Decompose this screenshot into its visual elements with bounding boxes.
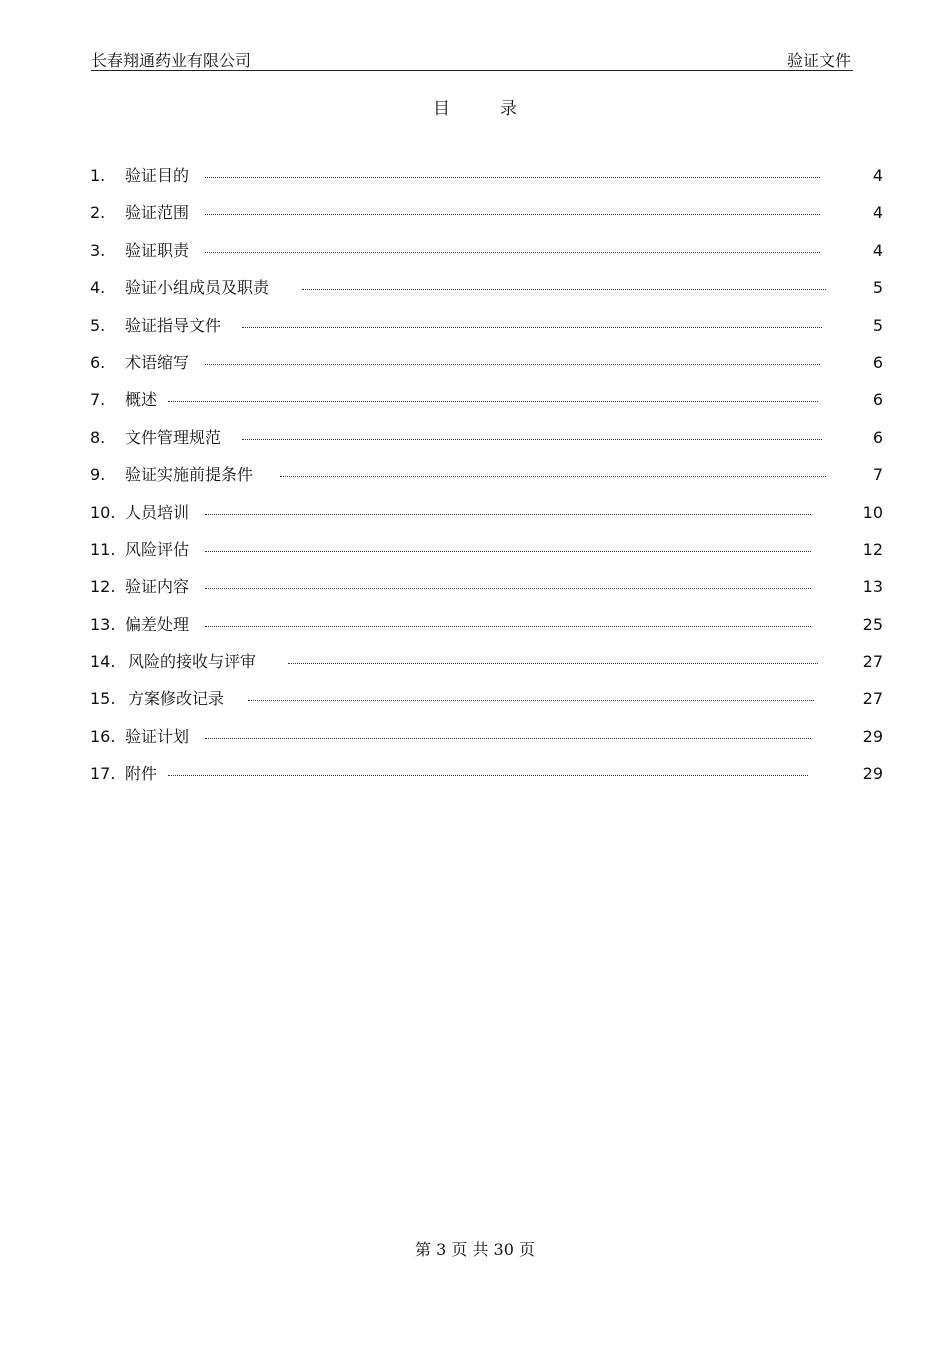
toc-entry-page: 13 — [862, 577, 883, 597]
toc-entry-number: 4. — [90, 278, 106, 298]
toc-entry[interactable] — [90, 240, 883, 277]
toc-entry[interactable] — [90, 502, 883, 539]
toc-entry-title: 风险评估 — [125, 539, 190, 559]
toc-leader-dots — [302, 286, 826, 290]
toc-entry-title: 验证实施前提条件 — [125, 465, 254, 485]
toc-leader-dots — [242, 436, 822, 440]
toc-entry-title: 验证指导文件 — [125, 315, 222, 335]
company-name: 长春翔通药业有限公司 — [91, 51, 252, 70]
toc-title-char-1: 目 — [433, 99, 450, 119]
toc-entry-title: 验证小组成员及职责 — [125, 278, 270, 298]
toc-entry-page: 29 — [862, 764, 883, 784]
toc-entry-page: 29 — [862, 726, 883, 746]
toc-entry-title: 风险的接收与评审 — [128, 652, 257, 672]
document-type: 验证文件 — [786, 51, 851, 70]
toc-entry[interactable] — [90, 726, 883, 763]
toc-entry-number: 6. — [90, 352, 106, 372]
toc-leader-dots — [168, 772, 808, 776]
toc-entry-title: 文件管理规范 — [125, 427, 222, 447]
toc-entry-page: 5 — [872, 315, 883, 335]
toc-entry-number: 9. — [90, 465, 106, 485]
toc-leader-dots — [205, 735, 811, 739]
toc-title-char-2: 录 — [500, 99, 517, 119]
toc-entry[interactable] — [90, 539, 883, 576]
toc-entry-page: 6 — [872, 352, 883, 372]
toc-entry-number: 2. — [90, 203, 106, 223]
toc-entry[interactable] — [90, 352, 883, 389]
toc-entry-title: 验证计划 — [125, 726, 190, 746]
toc-entry-title: 验证职责 — [125, 240, 190, 260]
toc-entry-page: 4 — [872, 240, 883, 260]
page-header — [91, 46, 853, 71]
toc-leader-dots — [288, 660, 818, 664]
toc-entry-title: 附件 — [125, 764, 158, 784]
toc-title — [0, 94, 950, 119]
toc-entry-number: 5. — [90, 315, 106, 335]
toc-entry[interactable] — [90, 165, 883, 202]
toc-entry-page: 10 — [862, 502, 883, 522]
toc-entry[interactable] — [90, 389, 883, 426]
toc-entry-number: 7. — [90, 390, 106, 410]
toc-entry-page: 27 — [862, 689, 883, 709]
toc-entry-page: 4 — [872, 203, 883, 223]
toc-entry-number: 10. — [90, 502, 116, 522]
toc-entry-page: 12 — [862, 539, 883, 559]
toc-entry[interactable] — [90, 688, 883, 725]
toc-entry-title: 验证目的 — [125, 166, 190, 185]
toc-entry-title: 验证范围 — [125, 203, 190, 223]
toc-entry-number: 8. — [90, 427, 106, 447]
toc-entry-number: 15. — [90, 689, 116, 709]
toc-entry-number: 11. — [90, 539, 116, 559]
toc-leader-dots — [205, 585, 811, 589]
toc-leader-dots — [205, 361, 820, 365]
toc-leader-dots — [168, 398, 818, 402]
toc-entry-title: 术语缩写 — [125, 352, 190, 372]
toc-entry[interactable] — [90, 651, 883, 688]
toc-entry[interactable] — [90, 614, 883, 651]
toc-entry[interactable] — [90, 315, 883, 352]
toc-entry-number: 1. — [90, 166, 106, 185]
toc-entry[interactable] — [90, 763, 883, 800]
toc-entry-number: 17. — [90, 764, 116, 784]
toc-entry-number: 12. — [90, 577, 116, 597]
toc-entry-page: 25 — [862, 614, 883, 634]
toc-entry-title: 概述 — [125, 390, 158, 410]
toc-leader-dots — [280, 473, 826, 477]
toc-entry-title: 偏差处理 — [125, 614, 190, 634]
toc-entry-number: 14. — [90, 652, 116, 672]
toc-leader-dots — [205, 511, 811, 515]
toc-leader-dots — [205, 174, 820, 178]
toc-entry-page: 5 — [872, 278, 883, 298]
toc-entry[interactable] — [90, 427, 883, 464]
toc-entry-page: 7 — [872, 465, 883, 485]
toc-entry-title: 验证内容 — [125, 577, 190, 597]
toc-entry[interactable] — [90, 277, 883, 314]
toc-entry-page: 6 — [872, 390, 883, 410]
toc-entry-title: 方案修改记录 — [128, 689, 225, 709]
toc-entry-number: 16. — [90, 726, 116, 746]
table-of-contents — [90, 165, 883, 801]
page-footer: 第 3 页 共 30 页 — [415, 1240, 535, 1259]
toc-entry[interactable] — [90, 202, 883, 239]
toc-leader-dots — [242, 324, 822, 328]
toc-leader-dots — [205, 623, 811, 627]
toc-leader-dots — [205, 249, 820, 253]
toc-entry[interactable] — [90, 464, 883, 501]
toc-entry-page: 6 — [872, 427, 883, 447]
toc-entry-page: 27 — [862, 652, 883, 672]
toc-entry-page: 4 — [872, 166, 883, 185]
toc-entry-number: 13. — [90, 614, 116, 634]
toc-leader-dots — [205, 211, 820, 215]
toc-leader-dots — [248, 697, 814, 701]
toc-entry-title: 人员培训 — [125, 502, 190, 522]
toc-entry-number: 3. — [90, 240, 106, 260]
toc-entry[interactable] — [90, 576, 883, 613]
toc-leader-dots — [205, 548, 811, 552]
